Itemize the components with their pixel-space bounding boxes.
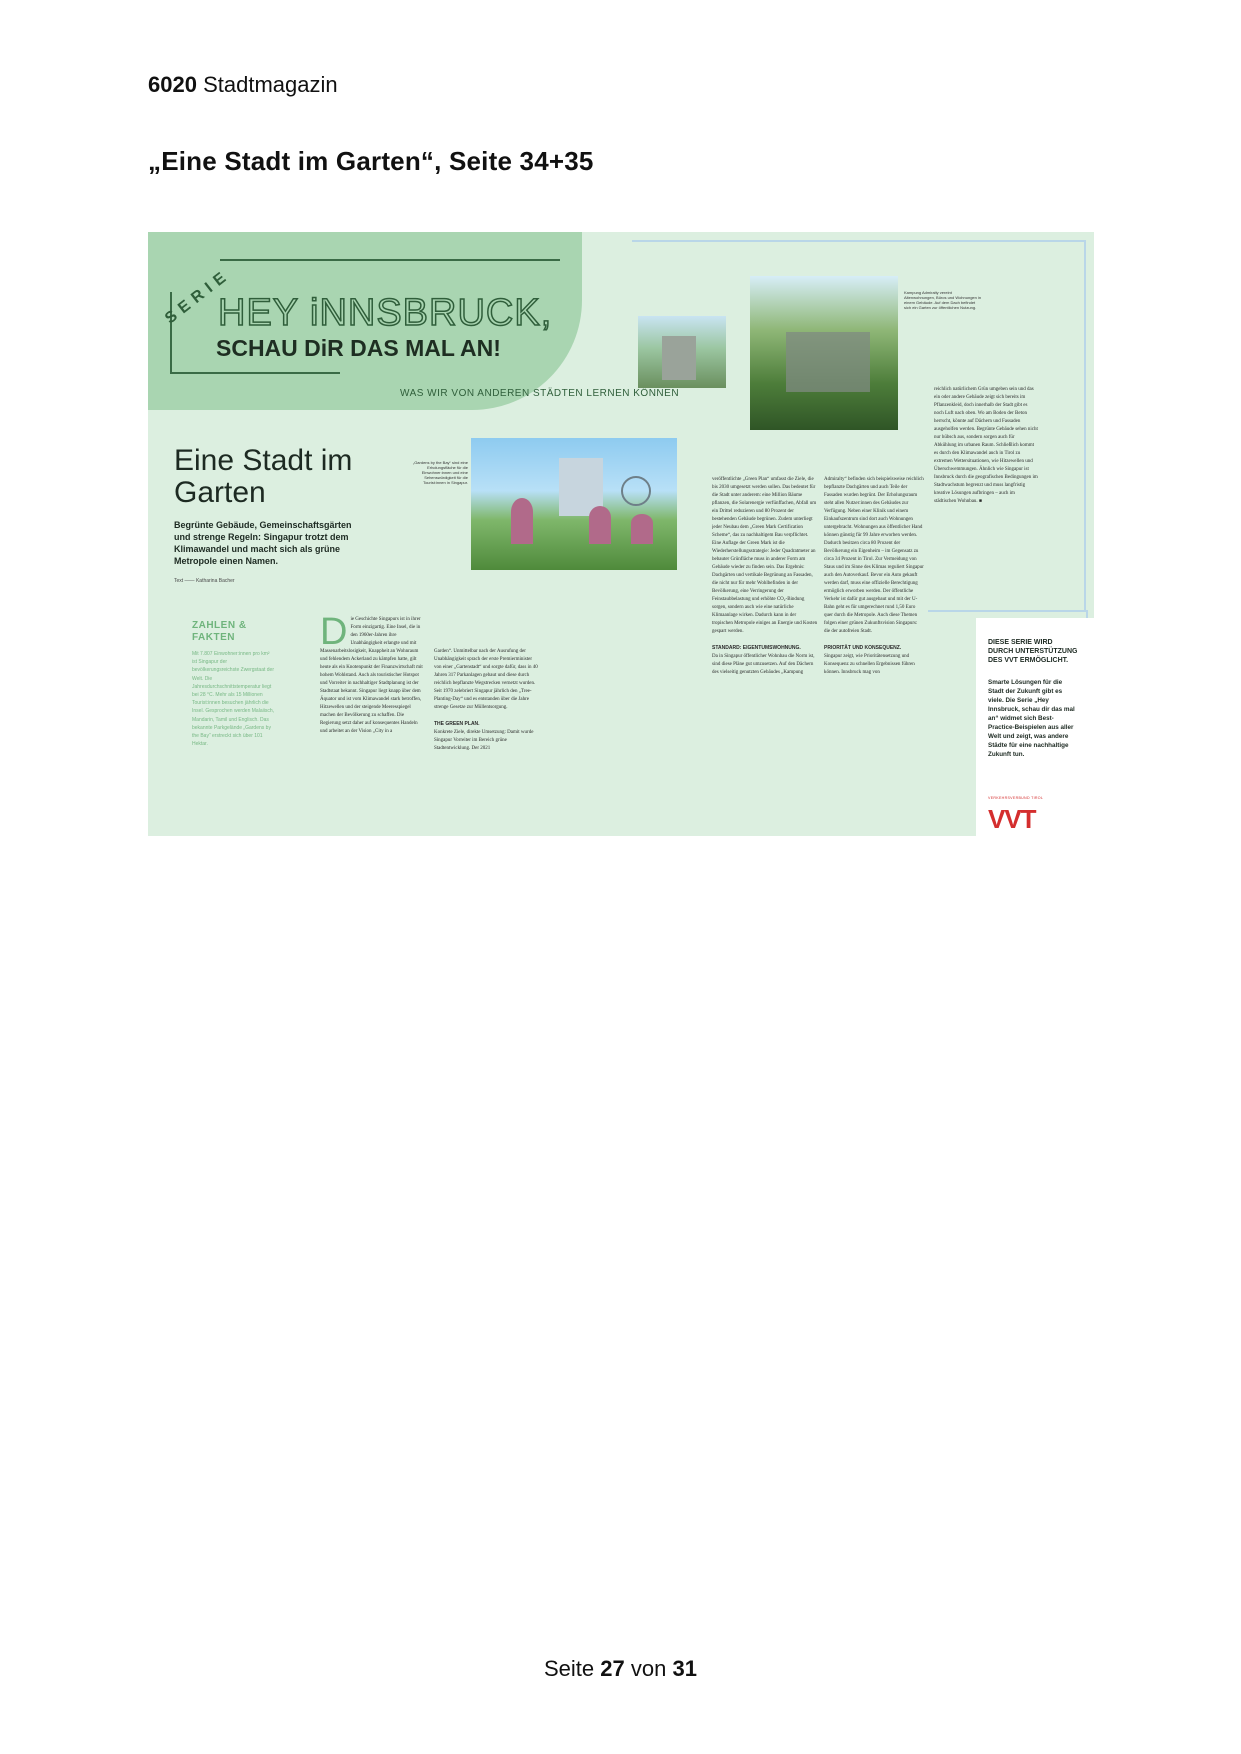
- article-column-1: [320, 616, 426, 830]
- article-lede: Begrünte Gebäude, Gemeinschaftsgärten und strenge Regeln: Singapur trotzt dem Klimawandel und macht sich als grüne Metropole einen Namen.: [174, 520, 352, 566]
- series-label: SERIE: [162, 265, 234, 328]
- series-subtitle: SCHAU DiR DAS MAL AN!: [216, 335, 501, 361]
- header-title: Stadtmagazin: [203, 72, 338, 97]
- column-text: reichlich natürlichem Grün umgeben sein und das ein oder andere Gebäude zeigt sich bereits im Pflanzenkleid, doch innerhalb der Stadt gibt es noch Luft nach oben. Wo am Boden der Beton herrscht, könnte auf Dächern und Fassaden ausgeholfen werden. Begrünte Gebäude sehen nicht nur hübsch aus, sondern sorgen auch für Abkühlung im urbanen Raum. Schließlich kommt es durch den Klimawandel auch in Tirol zu extremen Wettersituationen, wie Hitzewellen und Überschwemmungen. Ähnlich wie Singapur ist Innsbruck durch die geografischen Bedingungen im Stadtwachstum begrenzt und muss langfristig kreative Lösungen aufbringen – auch im städtischen Wohnbau. ■: [934, 387, 1038, 504]
- series-title: HEY iNNSBRUCK,: [218, 292, 553, 334]
- article-byline: Text —— Katharina Bacher: [174, 578, 235, 584]
- sponsor-text: Smarte Lösungen für die Stadt der Zukunft gibt es viele. Die Serie „Hey Innsbruck, schau dir das mal an“ widmet sich Best-Practice-Beispielen aus aller Welt und zeigt, was andere Städte für eine nachhaltige Zukunft tun.: [988, 679, 1075, 758]
- column-text: veröffentlichte „Green Plan“ umfasst die Ziele, die bis 2030 umgesetzt werden sollen. Das bedeutet für die Stadt unter anderem: eine Million Bäume pflanzen, die Solarenergie verfünffachen, Abfall um ein Drittel reduzieren und 80 Prozent der bestehenden Gebäude begrünen. Zudem unterliegt jeder Neubau dem „Green Mark Certification Scheme“, das zu nachhaltigem Bau verpflichtet. Eine Auflage der Green Mark ist die Wiederherstellungsstrategie: Jeder Quadratmeter an bebauter Grünfläche muss in anderer Form am Gebäude wieder zu finden sein. Das Ergebnis: Dachgärten und vertikale Begrünung an Fassaden, die nicht nur für mehr Wohlbefinden in der Bevölkerung, eine Verringerung der Feinstaubbelastung und erhöhte CO₂-Bindung sorgen, sondern auch wie eine natürliche Klimaanlage wirken. Dadurch kann in der tropischen Metropole einiges an Energie und Kosten gespart werden.: [712, 477, 818, 634]
- column-text: Da in Singapur öffentlicher Wohnbau die Norm ist, sind diese Pläne gut umzusetzen. Auf den Dächern des vielseitig genutzten Gebäudes „Kampung: [712, 654, 815, 675]
- column-subheading: STANDARD: EIGENTUMSWOHNUNG.: [712, 645, 801, 651]
- supertree-shape: [589, 506, 611, 544]
- facts-text: Mit 7.807 Einwohner:innen pro km² ist Singapur der bevölkerungsreichste Zwergstaat der Welt. Die Jahresdurchschnittstemperatur liegt bei 28 °C. Mehr als 15 Millionen Tourist:innen besuchen jährlich die Insel. Gesprochen werden Malaiisch, Mandarin, Tamil und Englisch. Das bekannte Parkgelände „Gardens by the Bay“ erstreckt sich über 101 Hektar.: [192, 651, 274, 748]
- building-shape: [662, 336, 696, 380]
- sponsor-panel: [976, 618, 1094, 836]
- photo-caption: Kampung Admiralty vereint Altenwohnungen, Büros und Wohnungen in einem Gebäude. Auf dem Dach befindet sich ein Garten zur öffentlichen Nutzung.: [904, 290, 982, 310]
- footer-current-page: 27: [600, 1656, 625, 1681]
- header-number: 6020: [148, 72, 197, 97]
- page-title: „Eine Stadt im Garten“, Seite 34+35: [148, 146, 594, 176]
- facts-heading: ZAHLEN & FAKTEN: [192, 620, 247, 643]
- green-building-photo: [638, 316, 726, 388]
- column-text: Konkrete Ziele, direkte Umsetzung: Damit wurde Singapur Vorreiter im Bereich grüne Stadtentwicklung. Der 2021: [434, 730, 534, 751]
- column-subheading: PRIORITÄT UND KONSEQUENZ.: [824, 645, 902, 651]
- footer-total-pages: 31: [672, 1656, 697, 1681]
- column-text: Admiralty“ befinden sich beispielsweise reichlich bepflanzte Dachgärten und auch Teile der Fassaden wurden begrünt. Der Erholungsraum steht allen Nutzer:innen des Gebäudes zur Verfügung. Neben einer Klinik und einem Einkaufszentrum sind dort auch Wohnungen untergebracht. Wohnungen aus öffentlicher Hand können günstig für 99 Jahre erworben werden. Dadurch besitzen circa 80 Prozent der Bevölkerung ein Eigenheim – im Gegensatz zu circa 34 Prozent in Tirol. Zur Vermeidung von Staus und im Sinne des Klimas reguliert Singapur auch den Autoverkauf. Bevor ein Auto gekauft werden darf, muss eine offizielle Berechtigung ermöglich erworben werden. Der öffentliche Verkehr ist dafür gut ausgebaut und mit der U-Bahn geht es für umgerechnet rund 1,50 Euro quer durch die Metropole. Auch diese Themen folgen einer grünen Zukunftsvision Singapurs: die der autofreien Stadt.: [824, 477, 924, 634]
- series-banner: [148, 232, 680, 410]
- magazine-spread: [148, 232, 1094, 836]
- footer-prefix: Seite: [544, 1656, 595, 1681]
- supertree-shape: [631, 514, 653, 544]
- column-text: Garden“. Unmittelbar nach der Ausrufung der Unabhängigkeit sprach der erste Premierminister von einer „Gartenstadt“ und sorgte dafür, dass in 40 Jahren 317 Parkanlagen gebaut und diese durch reichlich bepflanzte Wegstrecken vernetzt wurden. Seit 1970 zelebriert Singapur jährlich den „Tree-Planting-Day“ und es entstanden über die Jahre strenge Gesetze zur Müllentsorgung.: [434, 649, 538, 710]
- sponsor-heading: DIESE SERIE WIRD DURCH UNTERSTÜTZUNG DES VVT ERMÖGLICHT.: [988, 639, 1078, 664]
- divider: [220, 259, 560, 261]
- vvt-logo: VVT: [988, 804, 1036, 834]
- page-footer: [0, 1656, 1241, 1682]
- article-column-3: [712, 476, 818, 832]
- kampung-admiralty-photo: [750, 276, 898, 430]
- article-column-5: [934, 386, 1038, 602]
- column-text: ie Geschichte Singapurs ist in ihrer Form einzigartig. Eine Insel, die in den 1960er-Jahren ihre Unabhängigkeit erlangte und mit Massenarbeitslosigkeit, Knappheit an Wohnraum und fehlendem Ackerland zu kämpfen hatte, gilt heute als ein Knotenpunkt der Finanzwirtschaft mit hohem Wohlstand. Auch als touristischer Hotspot und Vorreiter in nachhaltiger Stadtplanung ist der Stadtstaat bekannt. Singapur liegt knapp über dem Äquator und ist vom Klimawandel stark betroffen, Hitzewellen und der steigende Meeresspiegel machen der Bevölkerung zu schaffen. Die Regierung setzt daher auf konsequentes Handeln und arbeitet an der Vision „City in a: [320, 617, 423, 734]
- footer-sep: von: [630, 1656, 667, 1681]
- supertree-shape: [511, 498, 533, 544]
- article-title: Eine Stadt im Garten: [174, 444, 353, 509]
- divider: [170, 292, 172, 372]
- photo-caption: „Gardens by the Bay“ sind eine Erholungsfläche für die Einwohner:innen und eine Sehenswürdigkeit für die Tourist:innen in Singapur.: [412, 460, 468, 485]
- building-shape: [786, 332, 870, 392]
- column-subheading: THE GREEN PLAN.: [434, 721, 480, 727]
- article-column-4: [824, 476, 924, 832]
- divider: [170, 372, 340, 374]
- gardens-by-the-bay-photo: [471, 438, 677, 570]
- dropcap: D: [320, 616, 348, 653]
- article-column-2: [434, 648, 540, 832]
- sponsor-name: VERKEHRSVERBUND TIROL: [988, 796, 1044, 800]
- ferris-wheel-shape: [621, 476, 651, 506]
- doc-header: [148, 72, 338, 98]
- series-tagline: WAS WIR VON ANDEREN STÄDTEN LERNEN KÖNNEN: [400, 388, 680, 399]
- column-text: Singapur zeigt, wie Prioritätensetzung und Konsequenz zu schnellen Ergebnissen führen können. Innsbruck mag von: [824, 654, 915, 675]
